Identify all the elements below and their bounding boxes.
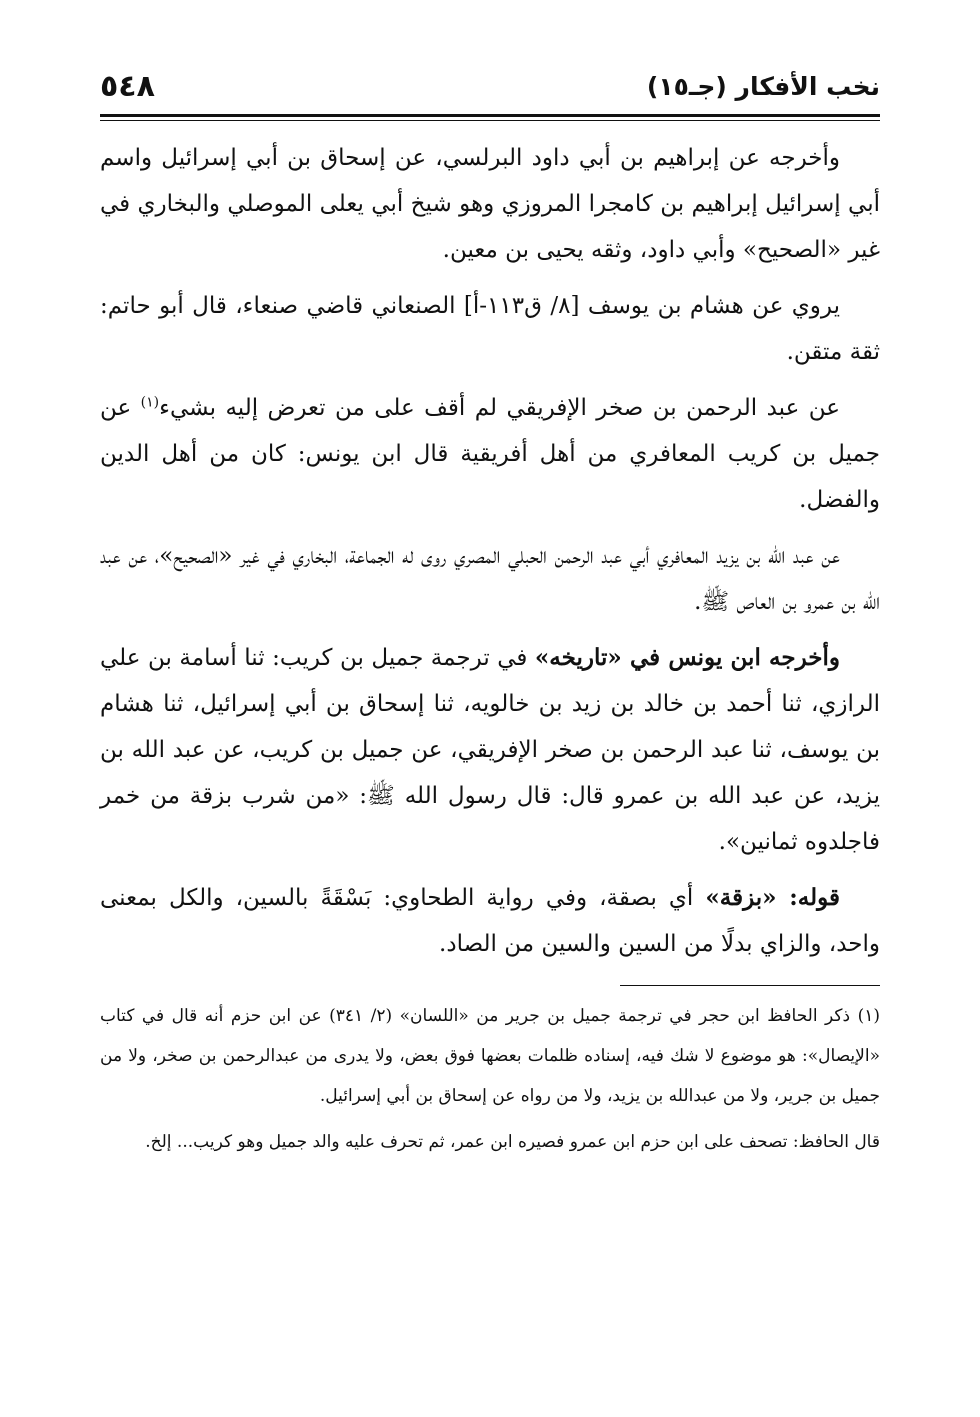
paragraph-text-before-note: عن عبد الرحمن بن صخر الإفريقي لم أقف على من تعرض إليه بشيء — [159, 395, 840, 421]
paragraph — [100, 283, 880, 375]
paragraph-text: في ترجمة جميل بن كريب: ثنا أسامة بن علي الرازي، ثنا أحمد بن خالد بن زيد بن خالويه، ثنا إسحاق بن أبي إسرائيل، ثنا هشام بن يوسف، ثنا عبد الرحمن بن صخر الإفريقي، عن جميل بن كريب، عن عبد الله بن يزيد، عن عبد الله بن عمرو قال: قال رسول الله ﷺ: «من شرب بزقة من خمر فاجلدوه ثمانين». — [100, 645, 880, 855]
paragraph-text: عن عبد الله بن يزيد المعافري أبي عبد الرحمن الحبلي المصري روى له الجماعة، البخاري في غير «الصحيح»، عن عبد الله بن عمرو بن العاص ﷺ. — [100, 543, 880, 615]
footnote-separator — [620, 985, 880, 986]
paragraph-text: أي بصقة، وفي رواية الطحاوي: بَسْقَةً بالسين، والكل بمعنى واحد، والزاي بدلًا من السين والسين من الصاد. — [100, 885, 880, 957]
paragraph-text: يروي عن هشام بن يوسف [٨/ ق١١٣-أ] الصنعاني قاضي صنعاء، قال أبو حاتم: ثقة متقن. — [100, 293, 880, 365]
book-page — [100, 60, 880, 1390]
footnote-marker[interactable]: (١) — [140, 394, 160, 411]
paragraph — [100, 875, 880, 967]
paragraph — [100, 385, 880, 523]
footnotes — [100, 996, 880, 1162]
paragraph — [100, 135, 880, 273]
footnote: قال الحافظ: تصحف على ابن حزم ابن عمرو فصيره ابن عمر، ثم تحرف عليه والد جميل وهو كريب... إلخ. — [145, 1132, 880, 1152]
paragraph-text: عن جميل بن كريب المعافري من أهل أفريقية قال ابن يونس: كان من أهل الدين والفضل. — [100, 395, 880, 513]
paragraph-lead: وأخرجه ابن يونس في «تاريخه» — [534, 644, 841, 671]
running-title: نخب الأفكار (جـ١٥) — [646, 71, 880, 101]
header-rule-thick — [100, 114, 880, 117]
header-rule-thin — [100, 120, 880, 121]
footnote: (١) ذكر الحافظ ابن حجر في ترجمة جميل بن جرير من «اللسان» (٢/ ٣٤١) عن ابن حزم أنه قال في كتاب «الإيصال»: هو موضوع لا شك فيه، إسناده ظلمات بعضها فوق بعض، ولا يدرى من عبدالرحمن بن صخر، ولا من جميل بن جرير، ولا من عبدالله بن يزيد، ولا من رواه عن إسحاق بن أبي إسرائيل. — [100, 1006, 880, 1106]
paragraph — [100, 533, 880, 625]
paragraph-text: وأخرجه عن إبراهيم بن أبي داود البرلسي، عن إسحاق بن أبي إسرائيل واسم أبي إسرائيل إبراهيم بن كامجرا المروزي وهو شيخ أبي يعلى الموصلي والبخاري في غير «الصحيح» وأبي داود، وثقه يحيى بن معين. — [100, 145, 880, 263]
main-text — [100, 135, 880, 967]
page-number: ٥٤٨ — [100, 68, 155, 104]
paragraph — [100, 635, 880, 865]
paragraph-lead: قوله: «بزقة» — [705, 884, 841, 911]
page-header — [100, 60, 880, 112]
